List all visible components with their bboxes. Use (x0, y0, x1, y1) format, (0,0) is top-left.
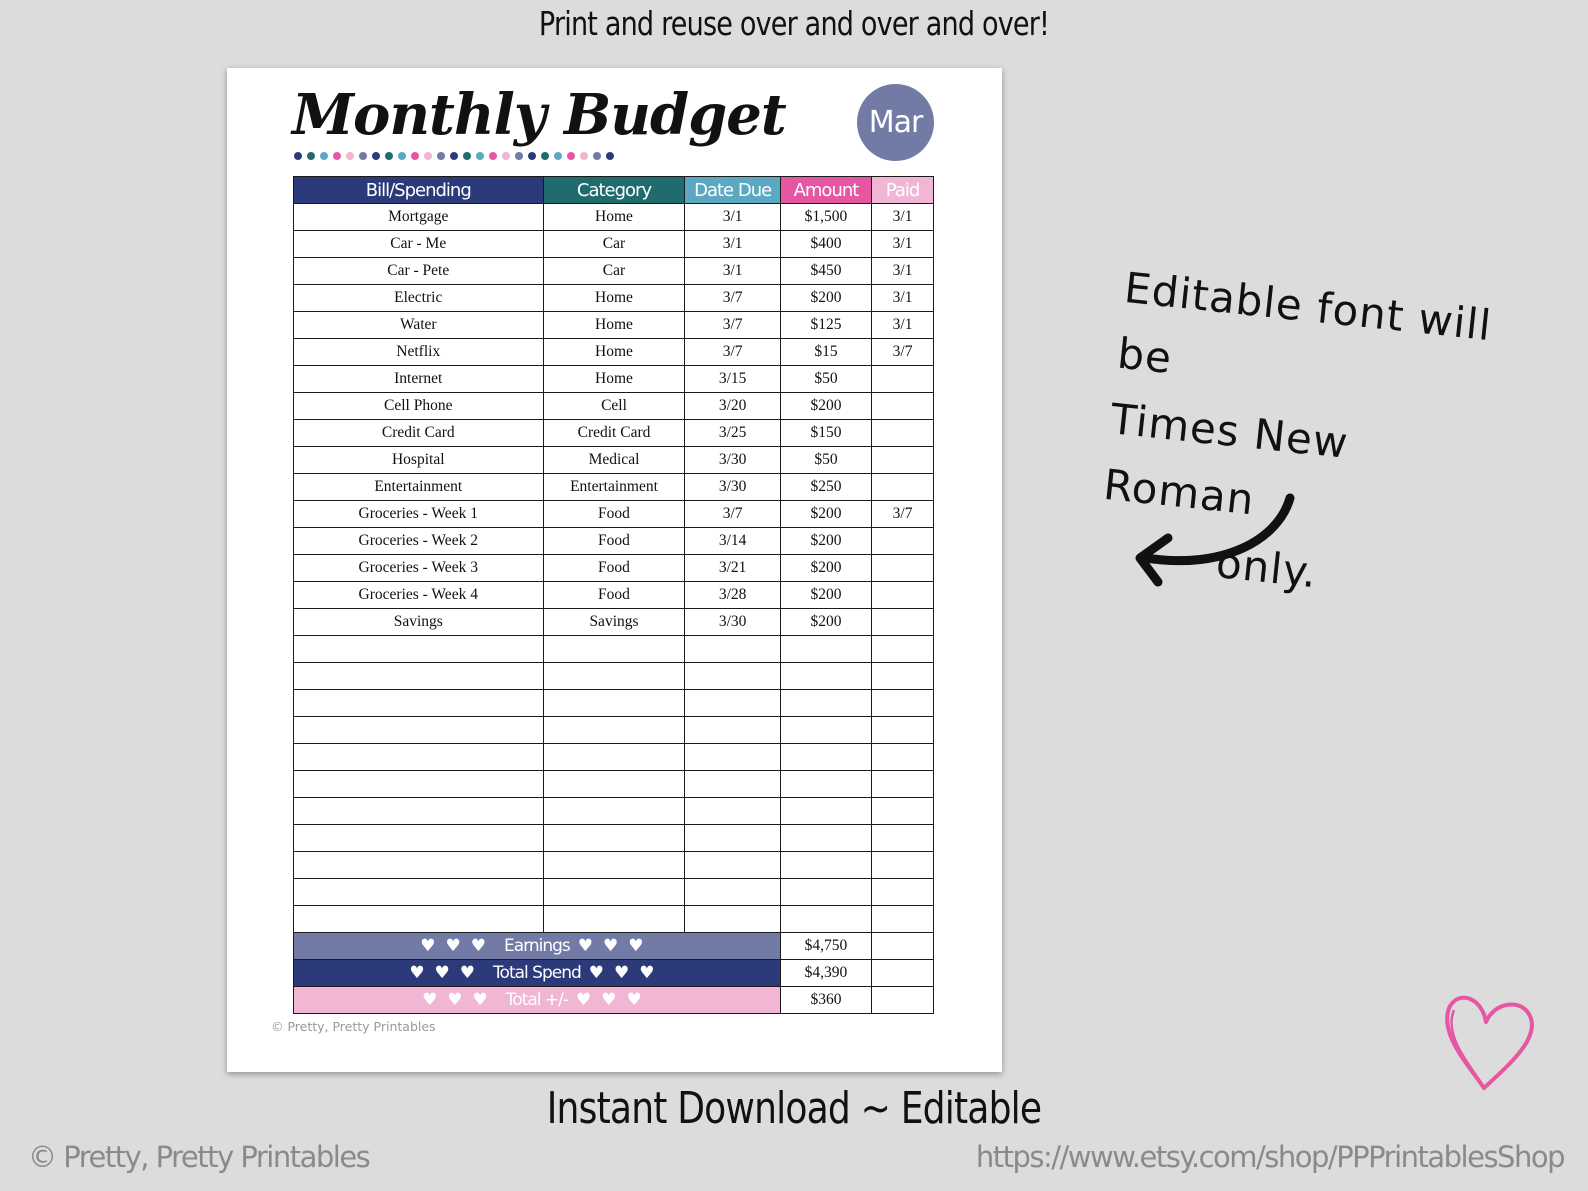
category-cell[interactable]: Car (543, 231, 685, 258)
table-row (294, 717, 934, 744)
category-cell[interactable] (543, 825, 685, 852)
category-cell[interactable]: Home (543, 312, 685, 339)
date-due-cell[interactable]: 3/7 (685, 501, 780, 528)
paid-cell[interactable] (872, 825, 934, 852)
amount-cell[interactable] (780, 852, 871, 879)
date-due-cell[interactable] (685, 717, 780, 744)
dot-icon (606, 152, 614, 160)
font-note-line-2: Times New Roman (1101, 394, 1351, 525)
category-cell[interactable]: Home (543, 204, 685, 231)
bill-cell[interactable]: Water (294, 312, 544, 339)
table-row (294, 663, 934, 690)
bill-cell[interactable]: Hospital (294, 447, 544, 474)
paid-cell[interactable]: 3/1 (872, 258, 934, 285)
dot-icon (346, 152, 354, 160)
bill-cell[interactable] (294, 906, 544, 933)
date-due-cell[interactable] (685, 906, 780, 933)
bill-cell[interactable]: Electric (294, 285, 544, 312)
dot-icon (567, 152, 575, 160)
category-cell[interactable]: Home (543, 285, 685, 312)
category-cell[interactable] (543, 798, 685, 825)
category-cell[interactable]: Food (543, 555, 685, 582)
table-row (294, 501, 934, 528)
dot-icon (294, 152, 302, 160)
table-row (294, 258, 934, 285)
paid-cell[interactable] (872, 879, 934, 906)
paid-cell[interactable] (872, 582, 934, 609)
paid-cell[interactable] (872, 528, 934, 555)
category-cell[interactable] (543, 636, 685, 663)
bill-cell[interactable] (294, 771, 544, 798)
amount-cell[interactable] (780, 636, 871, 663)
bill-cell[interactable]: Credit Card (294, 420, 544, 447)
footer-shop-url[interactable]: https://www.etsy.com/shop/PPPrintablesShop (975, 1140, 1564, 1174)
table-row (294, 825, 934, 852)
table-header-row (294, 177, 934, 204)
category-cell[interactable] (543, 879, 685, 906)
amount-cell[interactable]: $200 (780, 555, 871, 582)
amount-cell[interactable]: $1,500 (780, 204, 871, 231)
amount-cell[interactable] (780, 798, 871, 825)
total-diff-label: Total +/- (505, 990, 569, 1010)
table-row (294, 906, 934, 933)
bill-cell[interactable]: Groceries - Week 4 (294, 582, 544, 609)
column-header-bill: Bill/Spending (294, 177, 544, 204)
total-spend-label: Total Spend (493, 963, 581, 983)
bill-cell[interactable] (294, 879, 544, 906)
bottom-caption: Instant Download ~ Editable (546, 1083, 1042, 1134)
date-due-cell[interactable] (685, 690, 780, 717)
date-due-cell[interactable]: 3/30 (685, 474, 780, 501)
dot-icon (398, 152, 406, 160)
category-cell[interactable] (543, 906, 685, 933)
paid-cell[interactable] (872, 555, 934, 582)
budget-sheet (227, 68, 1002, 1072)
paid-cell[interactable]: 3/1 (872, 312, 934, 339)
category-cell[interactable] (543, 690, 685, 717)
dot-icon (411, 152, 419, 160)
paid-cell[interactable]: 3/7 (872, 501, 934, 528)
table-row (294, 609, 934, 636)
month-badge: Mar (857, 84, 934, 161)
column-header-amount: Amount (780, 177, 871, 204)
earnings-value[interactable]: $4,750 (780, 933, 871, 960)
bill-cell[interactable]: Internet (294, 366, 544, 393)
table-row (294, 555, 934, 582)
bill-cell[interactable] (294, 825, 544, 852)
dot-icon (320, 152, 328, 160)
sheet-title: Monthly Budget (292, 82, 786, 148)
column-header-paid: Paid (872, 177, 934, 204)
dot-icon (450, 152, 458, 160)
paid-cell[interactable] (872, 771, 934, 798)
date-due-cell[interactable]: 3/1 (685, 231, 780, 258)
table-row (294, 420, 934, 447)
date-due-cell[interactable]: 3/25 (685, 420, 780, 447)
bill-cell[interactable]: Groceries - Week 3 (294, 555, 544, 582)
total-diff-value[interactable]: $360 (780, 987, 871, 1014)
date-due-cell[interactable] (685, 636, 780, 663)
total-spend-label-cell (294, 960, 781, 987)
total-diff-label-cell (294, 987, 781, 1014)
dot-icon (476, 152, 484, 160)
dot-icon (502, 152, 510, 160)
bill-cell[interactable]: Mortgage (294, 204, 544, 231)
date-due-cell[interactable]: 3/30 (685, 609, 780, 636)
amount-cell[interactable] (780, 717, 871, 744)
amount-cell[interactable] (780, 825, 871, 852)
dot-icon (554, 152, 562, 160)
paid-cell[interactable] (872, 744, 934, 771)
dot-icon (359, 152, 367, 160)
table-row (294, 285, 934, 312)
category-cell[interactable]: Entertainment (543, 474, 685, 501)
table-row (294, 582, 934, 609)
earnings-label-cell (294, 933, 781, 960)
dot-icon (463, 152, 471, 160)
dot-icon (515, 152, 523, 160)
amount-cell[interactable]: $200 (780, 501, 871, 528)
table-row (294, 690, 934, 717)
paid-cell[interactable] (872, 906, 934, 933)
footer-copyright: © Pretty, Pretty Printables (28, 1140, 370, 1174)
table-row (294, 447, 934, 474)
heart-icon: ♥♥♥ (420, 936, 497, 956)
date-due-cell[interactable]: 3/30 (685, 447, 780, 474)
table-row (294, 393, 934, 420)
amount-cell[interactable] (780, 906, 871, 933)
earnings-label: Earnings (504, 936, 570, 956)
heart-doodle-icon (1436, 992, 1546, 1102)
date-due-cell[interactable]: 3/7 (685, 312, 780, 339)
amount-cell[interactable]: $50 (780, 447, 871, 474)
bill-cell[interactable] (294, 744, 544, 771)
earnings-empty-cell (872, 933, 934, 960)
table-row (294, 231, 934, 258)
category-cell[interactable] (543, 771, 685, 798)
category-cell[interactable] (543, 717, 685, 744)
date-due-cell[interactable] (685, 744, 780, 771)
amount-cell[interactable]: $200 (780, 528, 871, 555)
table-row (294, 771, 934, 798)
date-due-cell[interactable] (685, 852, 780, 879)
category-cell[interactable] (543, 852, 685, 879)
column-header-date-due: Date Due (685, 177, 780, 204)
category-cell[interactable]: Credit Card (543, 420, 685, 447)
paid-cell[interactable]: 3/1 (872, 285, 934, 312)
heart-icon: ♥♥♥ (577, 936, 654, 956)
total-spend-row (294, 960, 934, 987)
amount-cell[interactable]: $125 (780, 312, 871, 339)
category-cell[interactable]: Food (543, 501, 685, 528)
bill-cell[interactable]: Groceries - Week 2 (294, 528, 544, 555)
paid-cell[interactable]: 3/1 (872, 231, 934, 258)
heart-icon: ♥♥♥ (588, 963, 665, 983)
category-cell[interactable]: Food (543, 528, 685, 555)
table-row (294, 798, 934, 825)
bill-cell[interactable] (294, 663, 544, 690)
date-due-cell[interactable] (685, 798, 780, 825)
dot-icon (528, 152, 536, 160)
date-due-cell[interactable] (685, 879, 780, 906)
category-cell[interactable]: Medical (543, 447, 685, 474)
bill-cell[interactable]: Netflix (294, 339, 544, 366)
bill-cell[interactable] (294, 690, 544, 717)
amount-cell[interactable] (780, 690, 871, 717)
paid-cell[interactable] (872, 366, 934, 393)
earnings-row (294, 933, 934, 960)
paid-cell[interactable] (872, 636, 934, 663)
bill-cell[interactable]: Cell Phone (294, 393, 544, 420)
amount-cell[interactable] (780, 771, 871, 798)
table-row (294, 879, 934, 906)
date-due-cell[interactable] (685, 771, 780, 798)
dot-icon (333, 152, 341, 160)
category-cell[interactable]: Car (543, 258, 685, 285)
paid-cell[interactable] (872, 690, 934, 717)
date-due-cell[interactable]: 3/7 (685, 285, 780, 312)
bill-cell[interactable]: Groceries - Week 1 (294, 501, 544, 528)
date-due-cell[interactable]: 3/21 (685, 555, 780, 582)
amount-cell[interactable]: $200 (780, 582, 871, 609)
bill-cell[interactable]: Car - Pete (294, 258, 544, 285)
paid-cell[interactable] (872, 420, 934, 447)
bill-cell[interactable] (294, 852, 544, 879)
paid-cell[interactable] (872, 474, 934, 501)
date-due-cell[interactable]: 3/28 (685, 582, 780, 609)
category-cell[interactable] (543, 663, 685, 690)
date-due-cell[interactable]: 3/7 (685, 339, 780, 366)
decorative-dots (294, 152, 614, 160)
amount-cell[interactable]: $200 (780, 285, 871, 312)
table-row (294, 312, 934, 339)
curved-arrow-icon (1128, 490, 1308, 600)
paid-cell[interactable] (872, 447, 934, 474)
bill-cell[interactable] (294, 798, 544, 825)
bill-cell[interactable]: Savings (294, 609, 544, 636)
total-spend-empty-cell (872, 960, 934, 987)
dot-icon (307, 152, 315, 160)
date-due-cell[interactable] (685, 663, 780, 690)
table-row (294, 636, 934, 663)
dot-icon (372, 152, 380, 160)
dot-icon (424, 152, 432, 160)
date-due-cell[interactable] (685, 825, 780, 852)
table-row (294, 474, 934, 501)
budget-table (293, 176, 934, 1014)
heart-icon: ♥♥♥ (409, 963, 486, 983)
date-due-cell[interactable]: 3/20 (685, 393, 780, 420)
paid-cell[interactable] (872, 798, 934, 825)
dot-icon (541, 152, 549, 160)
bill-cell[interactable]: Entertainment (294, 474, 544, 501)
paid-cell[interactable] (872, 717, 934, 744)
column-header-category: Category (543, 177, 685, 204)
category-cell[interactable]: Home (543, 339, 685, 366)
amount-cell[interactable]: $250 (780, 474, 871, 501)
font-note-line-3: only. (1213, 538, 1320, 598)
table-row (294, 852, 934, 879)
dot-icon (437, 152, 445, 160)
category-cell[interactable]: Cell (543, 393, 685, 420)
top-caption: Print and reuse over and over and over! (538, 4, 1050, 43)
paid-cell[interactable]: 3/1 (872, 204, 934, 231)
paid-cell[interactable] (872, 609, 934, 636)
bill-cell[interactable] (294, 717, 544, 744)
amount-cell[interactable]: $450 (780, 258, 871, 285)
bill-cell[interactable]: Car - Me (294, 231, 544, 258)
amount-cell[interactable]: $400 (780, 231, 871, 258)
dot-icon (385, 152, 393, 160)
table-row (294, 528, 934, 555)
heart-icon: ♥♥♥ (422, 990, 498, 1010)
category-cell[interactable]: Savings (543, 609, 685, 636)
amount-cell[interactable]: $15 (780, 339, 871, 366)
category-cell[interactable]: Food (543, 582, 685, 609)
paid-cell[interactable] (872, 852, 934, 879)
total-diff-row (294, 987, 934, 1014)
total-spend-value[interactable]: $4,390 (780, 960, 871, 987)
table-row (294, 366, 934, 393)
category-cell[interactable]: Home (543, 366, 685, 393)
paid-cell[interactable] (872, 663, 934, 690)
dot-icon (580, 152, 588, 160)
table-row (294, 744, 934, 771)
category-cell[interactable] (543, 744, 685, 771)
amount-cell[interactable]: $150 (780, 420, 871, 447)
date-due-cell[interactable]: 3/1 (685, 204, 780, 231)
amount-cell[interactable]: $200 (780, 609, 871, 636)
dot-icon (593, 152, 601, 160)
amount-cell[interactable] (780, 744, 871, 771)
paid-cell[interactable] (872, 393, 934, 420)
font-note-line-1: Editable font will be (1115, 262, 1495, 384)
total-diff-empty-cell (872, 987, 934, 1014)
amount-cell[interactable] (780, 879, 871, 906)
date-due-cell[interactable]: 3/1 (685, 258, 780, 285)
paid-cell[interactable]: 3/7 (872, 339, 934, 366)
table-row (294, 204, 934, 231)
date-due-cell[interactable]: 3/14 (685, 528, 780, 555)
amount-cell[interactable]: $50 (780, 366, 871, 393)
amount-cell[interactable]: $200 (780, 393, 871, 420)
heart-icon: ♥♥♥ (576, 990, 652, 1010)
table-row (294, 339, 934, 366)
bill-cell[interactable] (294, 636, 544, 663)
date-due-cell[interactable]: 3/15 (685, 366, 780, 393)
amount-cell[interactable] (780, 663, 871, 690)
sheet-copyright: © Pretty, Pretty Printables (271, 1019, 436, 1034)
dot-icon (489, 152, 497, 160)
